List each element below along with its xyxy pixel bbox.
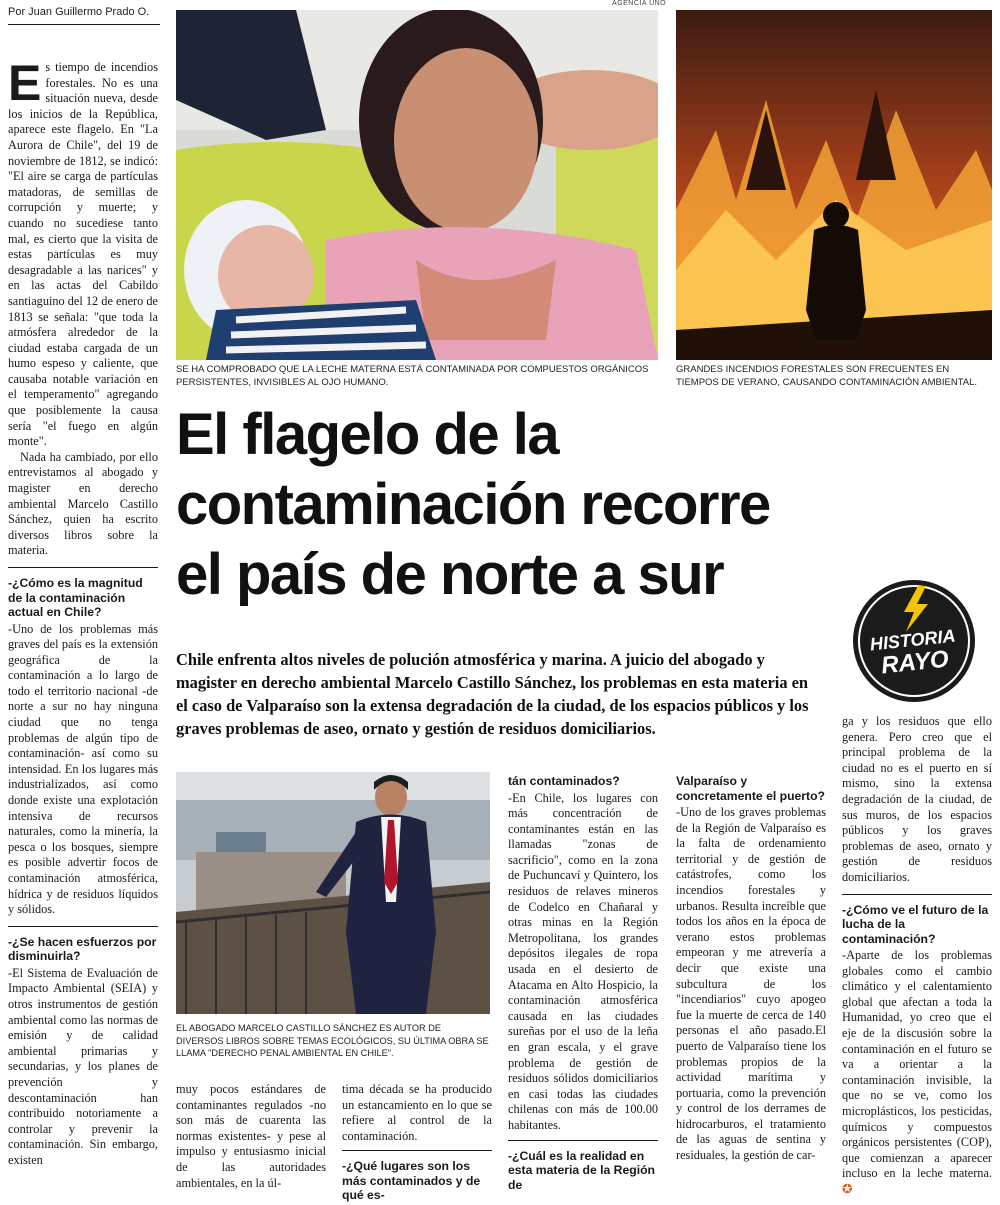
historia-rayo-badge	[836, 578, 992, 704]
question-rule	[508, 1140, 658, 1141]
question-rule	[8, 926, 158, 927]
column-1	[8, 55, 158, 1169]
column-6	[842, 714, 992, 1198]
lawyer-photo	[176, 772, 490, 1014]
headline	[176, 400, 876, 610]
byline-rule	[8, 24, 160, 25]
badge-line-1: HISTORIA	[868, 625, 957, 655]
fire-photo-caption: GRANDES INCENDIOS FORESTALES SON FRECUENTES EN TIEMPOS DE VERANO, CAUSANDO CONTAMINACIÓN AMBIENTAL.	[676, 364, 978, 388]
intro-paragraph	[8, 55, 158, 450]
question-3-continued: tán contaminados?	[508, 774, 620, 788]
question-4-continued: Valparaíso y concretamente el puerto?	[676, 774, 825, 803]
question-rule	[842, 894, 992, 895]
answer-4-continued: ga y los residuos que ello genera. Pero creo que el principal problema de la ciudad no es el puerto en sí mismo, sino la extensa degradación de la ciudad, de sus muros, de los espacios públicos y los graves problemas de aseo, ornato y gestión de residuos domiciliarios.	[842, 714, 992, 884]
question-2: -¿Se hacen esfuerzos por disminuirla?	[8, 934, 157, 964]
question-4: -¿Cuál es la realidad en esta materia de la Región de	[508, 1148, 655, 1192]
question-5: -¿Cómo ve el futuro de la lucha de la contaminación?	[842, 902, 989, 946]
mother-baby-photo	[176, 10, 658, 360]
column-2	[176, 1082, 326, 1191]
intro-text: s tiempo de incendios forestales. No es una situación nueva, desde los inicios de la República, aparece este flagelo. En "La Aurora de Chile", del 19 de noviembre de 1812, se indicó: "El aire se carga de partículas matadoras, de semillas de corrupción y muerte; y cuando no sucediese tanto mal, es cierto que la visita de estas partículas es muy desagradable a las narices" y en las actas del Cabildo santiaguino del 12 de enero de 1813 se señala: "que toda la atmósfera alrededor de la ciudad estaba cargada de un humo espeso y caliente, que causaba notable variación en el temperamento" agregando que posiblemente la causa sería "el fuego en algún monte".	[8, 60, 158, 449]
end-mark-icon: ✪	[842, 1181, 853, 1196]
paragraph-2: Nada ha cambiado, por ello entrevistamos al abogado y magister en derecho ambiental Marcelo Castillo Sánchez, quien ha escrito diversos libros sobre la materia.	[8, 449, 158, 558]
column-2-text: muy pocos estándares de contaminantes regulados -no son más de cuarenta las normas existentes- y pese al impulso y entusiasmo inicial de las autoridades ambientales, en la úl-	[176, 1082, 326, 1190]
mother-photo-caption: SE HA COMPROBADO QUE LA LECHE MATERNA ESTÁ CONTAMINADA POR COMPUESTOS ORGÁNICOS PERSISTENTES, INVISIBLES AL OJO HUMANO.	[176, 364, 649, 388]
question-rule	[8, 567, 158, 568]
byline: Por Juan Guillermo Prado O.	[8, 6, 150, 18]
lawyer-photo-caption: EL ABOGADO MARCELO CASTILLO SÁNCHEZ ES AUTOR DE DIVERSOS LIBROS SOBRE TEMAS ECOLÓGICOS, SU ÚLTIMA OBRA SE LLAMA "DERECHO PENAL AMBIENTAL EN CHILE".	[176, 1023, 489, 1058]
answer-1: -Uno de los problemas más graves del país es la extensión geográfica de la contaminación a lo largo de todo el territorio nacional -de norte a sur no hay ninguna ciudad que no tenga problemas de algún tipo de contaminación- así como su intensidad. En los lugares más industrializados, así como donde existe una explotación intensiva de recursos naturales, como la minería, la pesca o los bosques, siempre es posible advertir focos de contaminación atmosférica, hídrica y de residuos líquidos y sólidos.	[8, 621, 158, 917]
answer-4: -Uno de los graves problemas de la Región de Valparaíso es la falta de ordenamiento territorial y de gestión de catástrofes, como los incendios forestales y urbanos. Resulta increíble que todos los años en la época de verano estos problemas empeoran y me atrevería a decir que existe una subcultura de los "incendiarios" cuyo apogeo fue la muerte de cerca de 140 personas el año pasado.El puerto de Valparaíso tiene los problemas propios de la actividad marítima y portuaria, como la prevención y control de los derrames de hidrocarburos, el tratamiento de las aguas de sentina y residuales, la gestión de car-	[676, 805, 826, 1163]
answer-3: -En Chile, los lugares con más concentración de contaminantes están en las llamadas "zonas de sacrificio", como en la zona de Puchuncaví y Quintero, los residuos de relaves mineros de Codelco en Chañaral y otras minas en la Región Metropolitana, los grandes depósitos ilegales de ropa usada en el desierto de Atacama en Alto Hospicio, la contaminación atmosférica causada en las ciudades sureñas por el uso de la leña en gran escala, y el grave problema de gestión de residuos sólidos domiciliarios en casi todas las ciudades chilenas con más de 100.00 habitantes.	[508, 790, 658, 1132]
deck: Chile enfrenta altos niveles de polución atmosférica y marina. A juicio del abogado y magister en derecho ambiental Marcelo Castillo Sánchez, los problemas en esta materia en el caso de Valparaíso son la extensa degradación de la ciudad, de los espacios públicos y los graves problemas de aseo, ornato y gestión de residuos domiciliarios.	[176, 650, 809, 738]
question-1: -¿Cómo es la magnitud de la contaminación actual en Chile?	[8, 576, 143, 619]
answer-2: -El Sistema de Evaluación de Impacto Ambiental (SEIA) y otros instrumentos de gestión ambiental como las normas de emisión y de calidad ambiental primarias y secundarias, y los planes de prevención y descontaminación han contribuido notoriamente a controlar y prevenir la contaminación. Sin embargo, existen	[8, 965, 158, 1167]
question-3: -¿Qué lugares son los más contaminados y de qué es-	[342, 1159, 481, 1203]
headline-line-1: El flagelo de la	[176, 402, 559, 467]
forest-fire-photo	[676, 10, 992, 360]
column-3	[342, 1082, 492, 1205]
photo-credit: AGENCIA UNO	[612, 0, 667, 7]
headline-line-3: el país de norte a sur	[176, 542, 724, 607]
column-3-text: tima década se ha producido un estancamiento en lo que se refiere al control de la contaminación.	[342, 1082, 492, 1143]
answer-5-text: -Aparte de los problemas globales como el cambio climático y el calentamiento global que afectan a toda la Humanidad, yo creo que el eje de la discusión sobre la contaminación en el futuro se va a orientar a la contaminación invisible, la que no se ve, como los microplásticos, los pesticidas, químicos y compuestos orgánicos persistentes (COP), que comienzan a aparecer incluso en la leche materna.	[842, 948, 992, 1181]
column-4	[508, 774, 658, 1194]
drop-cap: E	[8, 55, 42, 111]
badge-line-2: RAYO	[879, 645, 951, 680]
column-5	[676, 774, 826, 1164]
answer-5	[842, 948, 992, 1198]
question-rule	[342, 1150, 492, 1151]
headline-line-2: contaminación recorre	[176, 472, 770, 537]
